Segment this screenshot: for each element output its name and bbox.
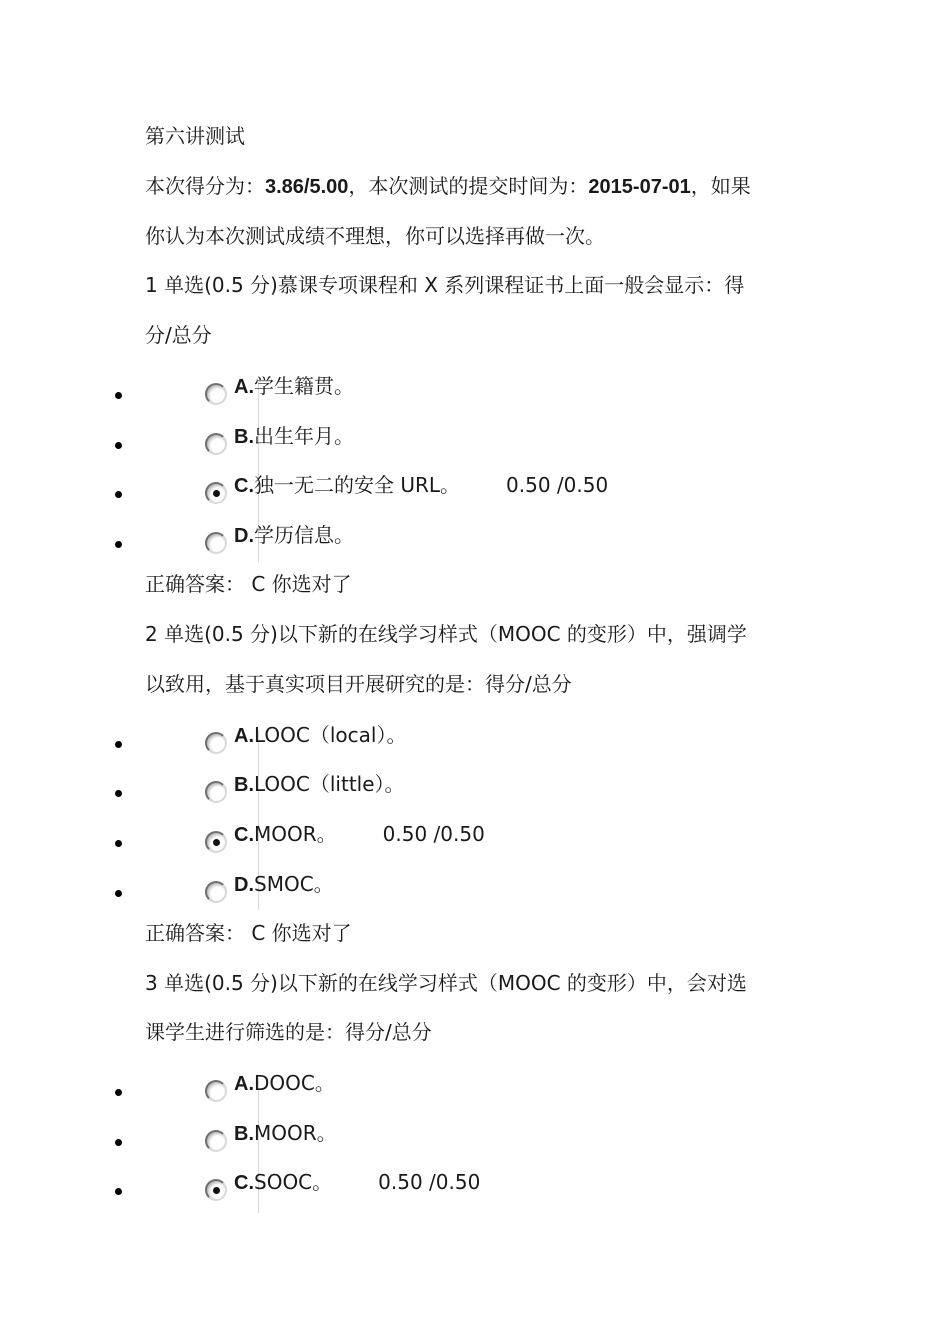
option-letter: C. xyxy=(234,824,254,846)
option-text: LOOC（little）。 xyxy=(254,772,405,796)
q1-option-a-radio[interactable] xyxy=(205,383,227,405)
option-score: 0.50 /0.50 xyxy=(506,473,609,497)
question-3-stem-cont: 课学生进行筛选的是：得分/总分 xyxy=(145,1020,432,1044)
summary-mid: ，本次测试的提交时间为： xyxy=(348,174,589,198)
q3-option-b-radio[interactable] xyxy=(205,1130,227,1152)
total-score: 3.86/5.00 xyxy=(265,176,349,198)
q2-option-c-radio[interactable] xyxy=(205,831,227,853)
option-text: 独一无二的安全 URL。 xyxy=(254,473,461,497)
list-bullet xyxy=(115,1139,122,1146)
question-3-stem: 3 单选(0.5 分)以下新的在线学习样式（MOOC 的变形）中，会对选 xyxy=(145,971,747,995)
list-bullet xyxy=(115,392,122,399)
q1-option-c-radio[interactable] xyxy=(205,482,227,504)
option-letter: D. xyxy=(234,525,254,547)
option-text: MOOR。 xyxy=(254,1121,337,1145)
summary-prefix: 本次得分为： xyxy=(145,174,265,198)
list-bullet xyxy=(115,442,122,449)
q2-option-b xyxy=(234,770,405,799)
list-bullet xyxy=(115,790,122,797)
page-title: 第六讲测试 xyxy=(145,124,245,148)
q2-option-d xyxy=(234,870,334,899)
summary-suffix: ，如果 xyxy=(690,174,751,198)
question-1-answer: 正确答案： C 你选对了 xyxy=(145,572,352,596)
option-text: LOOC（local）。 xyxy=(254,723,407,747)
q2-option-b-radio[interactable] xyxy=(205,781,227,803)
q2-option-d-radio[interactable] xyxy=(205,881,227,903)
option-letter: D. xyxy=(234,874,254,896)
score-summary xyxy=(145,172,751,201)
option-letter: A. xyxy=(234,376,254,398)
list-bullet xyxy=(115,491,122,498)
option-letter: B. xyxy=(234,426,254,448)
option-letter: A. xyxy=(234,725,254,747)
option-text: DOOC。 xyxy=(254,1071,335,1095)
option-text: SMOC。 xyxy=(254,872,334,896)
question-2-answer: 正确答案： C 你选对了 xyxy=(145,921,352,945)
option-letter: A. xyxy=(234,1073,254,1095)
list-bullet xyxy=(115,840,122,847)
q2-option-c xyxy=(234,820,485,849)
q1-option-d-radio[interactable] xyxy=(205,532,227,554)
question-1-stem: 1 单选(0.5 分)慕课专项课程和 X 系列课程证书上面一般会显示：得 xyxy=(145,273,745,297)
option-score: 0.50 /0.50 xyxy=(378,1170,481,1194)
q1-option-d xyxy=(234,521,354,550)
question-2-stem-cont: 以致用，基于真实项目开展研究的是：得分/总分 xyxy=(145,672,572,696)
q2-option-a-radio[interactable] xyxy=(205,732,227,754)
q1-option-b-radio[interactable] xyxy=(205,433,227,455)
radio-selected-dot xyxy=(213,1187,220,1194)
option-text: MOOR。 xyxy=(254,822,337,846)
option-letter: B. xyxy=(234,1123,254,1145)
submit-date: 2015-07-01 xyxy=(588,176,691,198)
option-letter: B. xyxy=(234,774,254,796)
q3-option-c xyxy=(234,1168,480,1197)
radio-selected-dot xyxy=(213,490,220,497)
list-bullet xyxy=(115,741,122,748)
list-bullet xyxy=(115,1089,122,1096)
option-text: 出生年月。 xyxy=(254,424,354,448)
score-summary-line2: 你认为本次测试成绩不理想，你可以选择再做一次。 xyxy=(145,224,605,248)
radio-selected-dot xyxy=(213,839,220,846)
option-letter: C. xyxy=(234,475,254,497)
list-bullet xyxy=(115,1188,122,1195)
q1-option-c xyxy=(234,471,608,500)
option-text: SOOC。 xyxy=(254,1170,333,1194)
list-bullet xyxy=(115,541,122,548)
option-score: 0.50 /0.50 xyxy=(382,822,485,846)
question-1-stem-cont: 分/总分 xyxy=(145,323,212,347)
q3-option-a-radio[interactable] xyxy=(205,1080,227,1102)
q3-option-b xyxy=(234,1119,337,1148)
q1-option-a xyxy=(234,372,354,401)
option-letter: C. xyxy=(234,1172,254,1194)
q1-option-b xyxy=(234,422,354,451)
q3-option-c-radio[interactable] xyxy=(205,1179,227,1201)
question-2-stem: 2 单选(0.5 分)以下新的在线学习样式（MOOC 的变形）中，强调学 xyxy=(145,622,747,646)
q2-option-a xyxy=(234,721,406,750)
q3-option-a xyxy=(234,1069,335,1098)
option-text: 学生籍贯。 xyxy=(254,374,354,398)
option-text: 学历信息。 xyxy=(254,523,354,547)
list-bullet xyxy=(115,890,122,897)
